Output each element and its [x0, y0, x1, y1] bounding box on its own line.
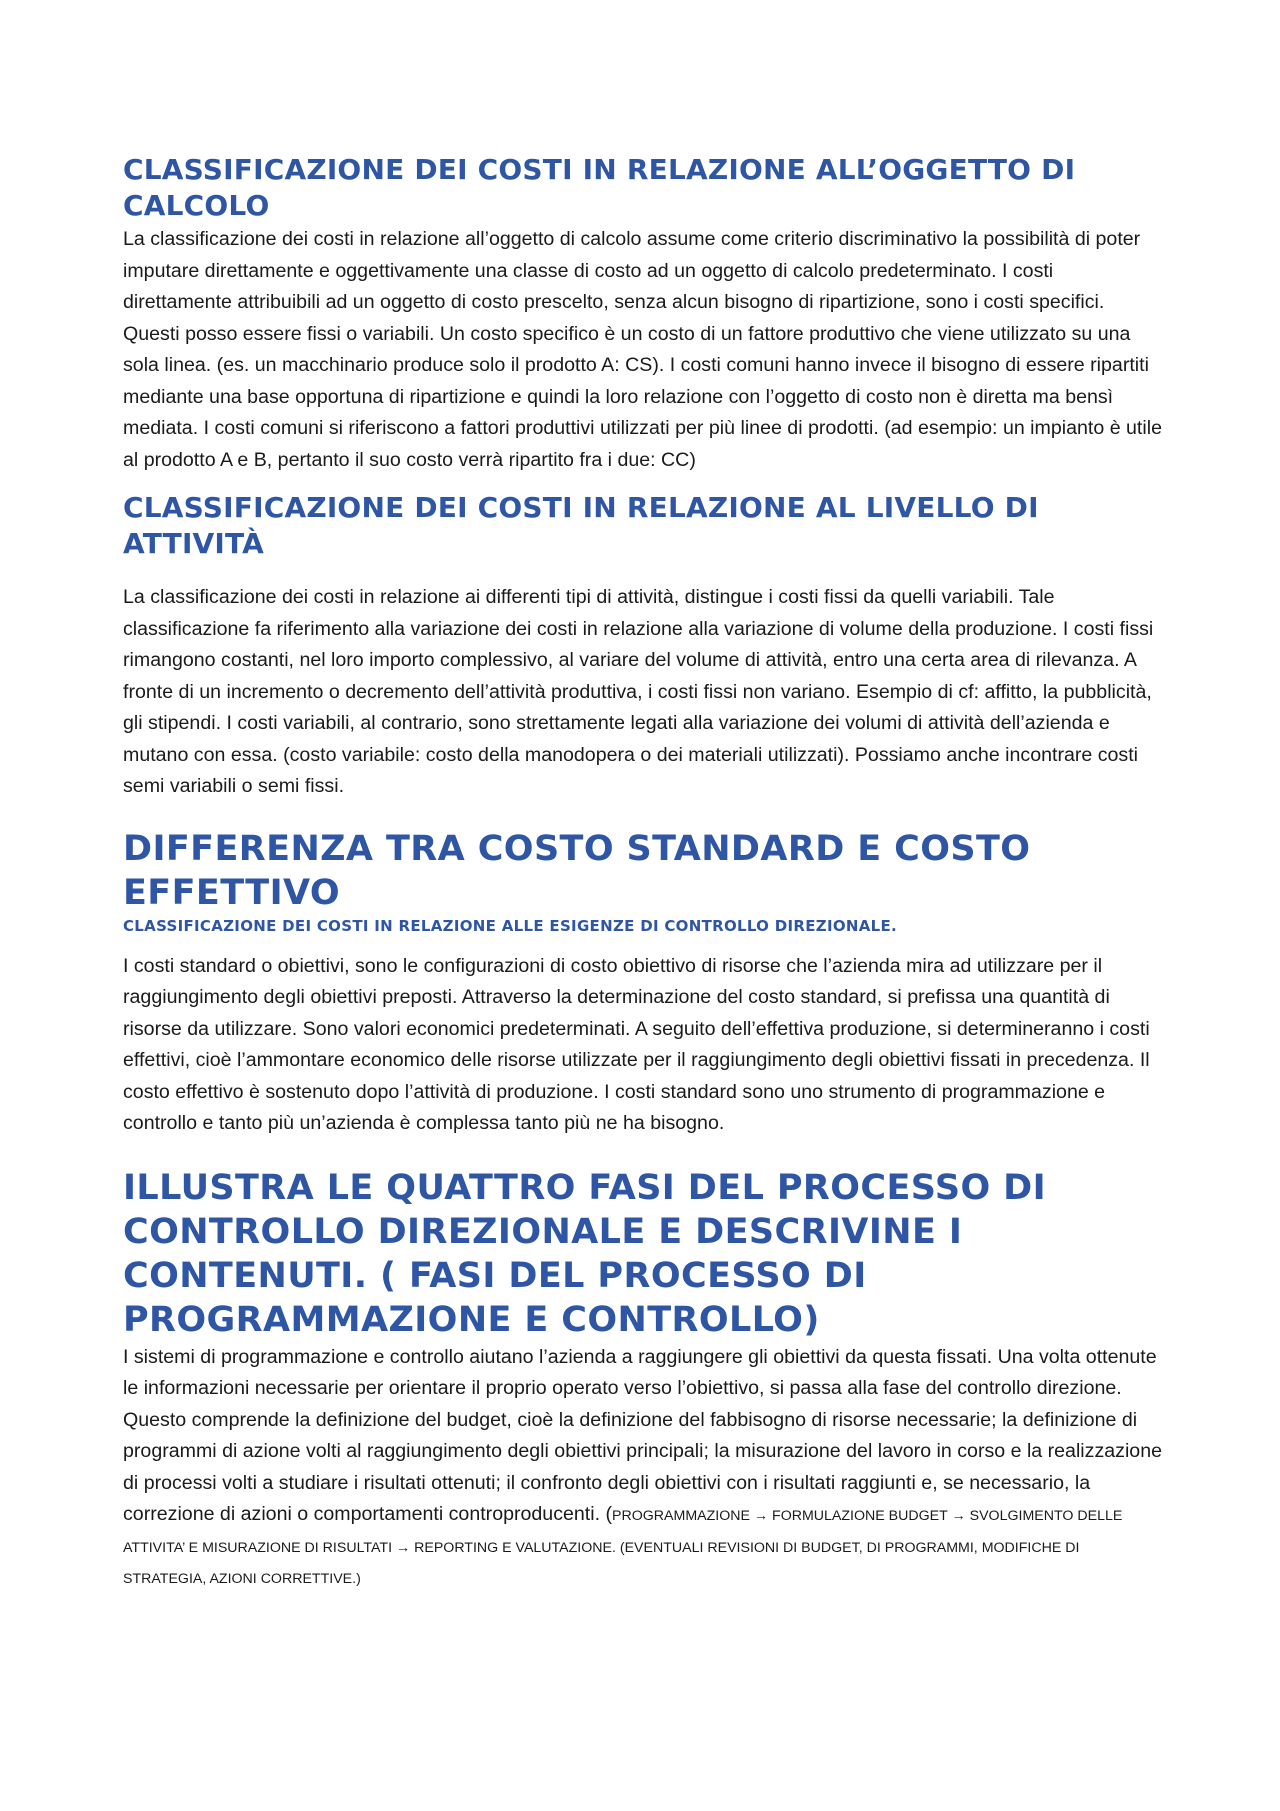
section-body-oggetto-calcolo: La classificazione dei costi in relazione all’oggetto di calcolo assume come criterio discriminativo la possibilità di poter imputare direttamente e oggettivamente una classe di costo ad un oggetto di calcolo predeterminato. I costi direttamente attribuibili ad un oggetto di costo prescelto, senza alcun bisogno di ripartizione, sono i costi specifici. Questi posso essere fissi o variabili. Un costo specifico è un costo di un fattore produttivo che viene utilizzato su una sola linea. (es. un macchinario produce solo il prodotto A: CS). I costi comuni hanno invece il bisogno di essere ripartiti mediante una base opportuna di ripartizione e quindi la loro relazione con l’oggetto di costo non è diretta ma bensì mediata. I costi comuni si riferiscono a fattori produttivi utilizzati per più linee di prodotti. (ad esempio: un impianto è utile al prodotto A e B, pertanto il suo costo verrà ripartito fra i due: CC): [123, 228, 1162, 471]
section-body-livello-attivita: La classificazione dei costi in relazione ai differenti tipi di attività, distingue i costi fissi da quelli variabili. Tale classificazione fa riferimento alla variazione dei costi in relazione alla variazione di volume della produzione. I costi fissi rimangono costanti, nel loro importo complessivo, al variare del volume di attività, entro una certa area di rilevanza. A fronte di un incremento o decremento dell’attività produttiva, i costi fissi non variano. Esempio di cf: affitto, la pubblicità, gli stipendi. I costi variabili, al contrario, sono strettamente legati alla variazione dei volumi di attività dell’azienda e mutano con essa. (costo variabile: costo della manodopera o dei materiali utilizzati). Possiamo anche incontrare costi semi variabili o semi fissi.: [123, 586, 1154, 797]
section-body-costo-standard: I costi standard o obiettivi, sono le configurazioni di costo obiettivo di risorse che l’azienda mira ad utilizzare per il raggiungimento degli obiettivi preposti. Attraverso la determinazione del costo standard, si prefissa una quantità di risorse da utilizzare. Sono valori economici predeterminati. A seguito dell’effettiva produzione, si determineranno i costi effettivi, cioè l’ammontare economico delle risorse utilizzate per il raggiungimento degli obiettivi fissati in precedenza. Il costo effettivo è sostenuto dopo l’attività di produzione. I costi standard sono uno strumento di programmazione e controllo e tanto più un’azienda è complessa tanto più ne ha bisogno.: [123, 954, 1150, 1134]
process-phases-note: PROGRAMMAZIONE → FORMULAZIONE BUDGET → SVOLGIMENTO DELLE ATTIVITA’ E MISURAZIONE DI RISULTATI → REPORTING E VALUTAZIONE. (EVENTUALI REVISIONI DI BUDGET, DI PROGRAMMI, MODIFICHE DI STRATEGIA, AZIONI CORRETTIVE.): [123, 1508, 1123, 1587]
section-title-livello-attivita: CLASSIFICAZIONE DEI COSTI IN RELAZIONE AL LIVELLO DI ATTIVITÀ: [123, 491, 1039, 560]
document-page: [123, 152, 1163, 1594]
section-title-costo-standard: DIFFERENZA TRA COSTO STANDARD E COSTO EFFETTIVO: [123, 828, 1031, 913]
section-body-text: I sistemi di programmazione e controllo aiutano l’azienda a raggiungere gli obiettivi da questa fissati. Una volta ottenute le informazioni necessarie per orientare il proprio operato verso l’obiettivo, si passa alla fase del controllo direzione. Questo comprende la definizione del budget, cioè la definizione del fabbisogno di risorse necessarie; la definizione di programmi di azione volti al raggiungimento degli obiettivi principali; la misurazione del lavoro in corso e la realizzazione di processi volti a studiare i risultati ottenuti; il confronto degli obiettivi con i risultati raggiunti e, se necessario, la correzione di azioni o comportamenti controproducenti. (: [123, 1345, 1162, 1525]
section-title-oggetto-calcolo: CLASSIFICAZIONE DEI COSTI IN RELAZIONE ALL’OGGETTO DI CALCOLO: [123, 153, 1076, 222]
section-subtitle-controllo-direzionale: CLASSIFICAZIONE DEI COSTI IN RELAZIONE ALLE ESIGENZE DI CONTROLLO DIREZIONALE.: [123, 916, 898, 935]
section-body-fasi-controllo: [123, 1342, 1163, 1594]
section-title-fasi-controllo: ILLUSTRA LE QUATTRO FASI DEL PROCESSO DI CONTROLLO DIREZIONALE E DESCRIVINE I CONTENUTI. ( FASI DEL PROCESSO DI PROGRAMMAZIONE E CONTROLLO): [123, 1167, 1047, 1340]
